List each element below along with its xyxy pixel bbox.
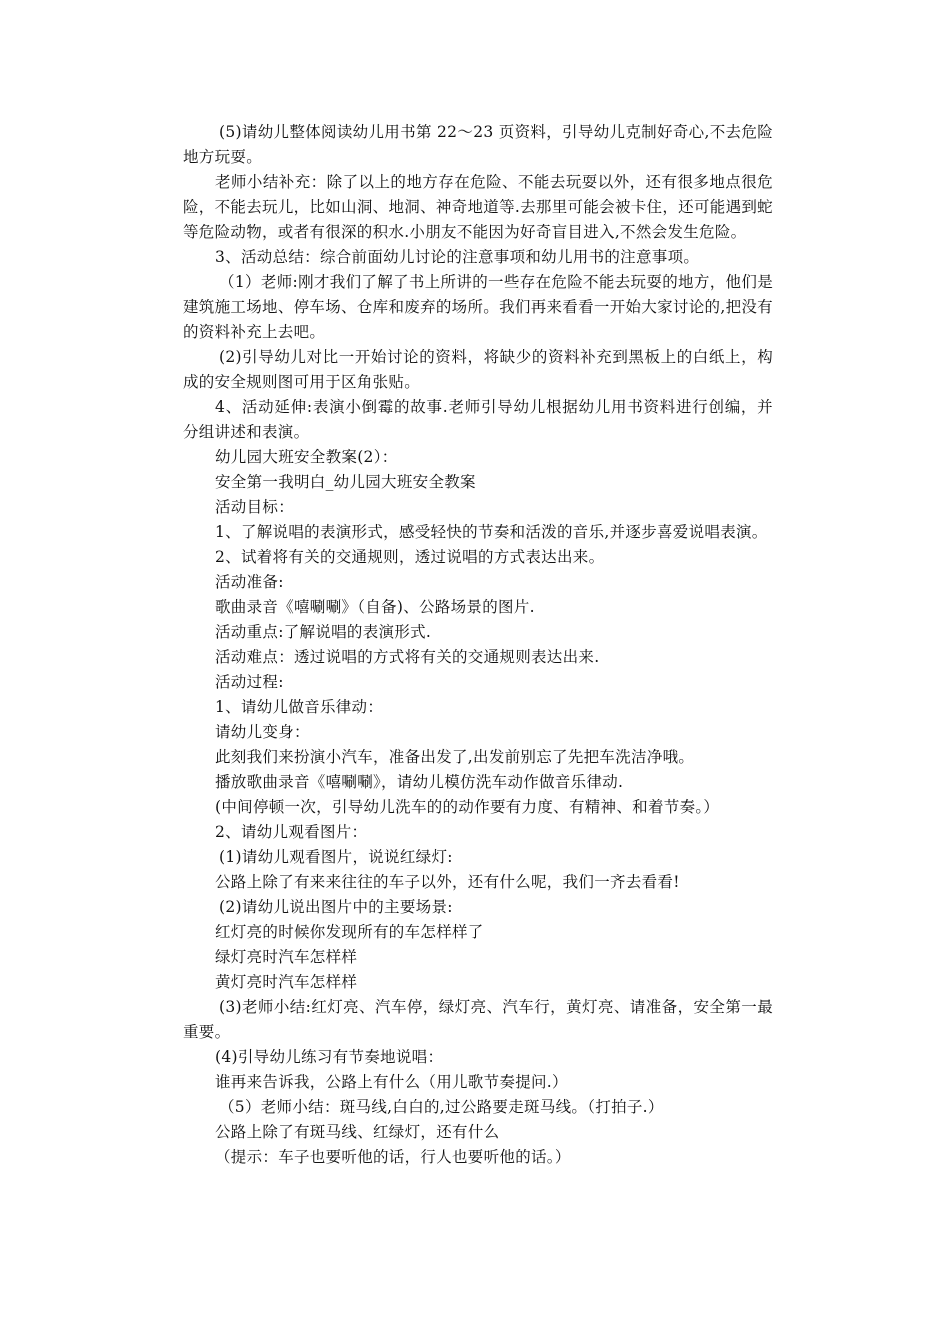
paragraph: 2、试着将有关的交通规则，透过说唱的方式表达出来。 [215, 548, 605, 566]
paragraph: 绿灯亮时汽车怎样样 [215, 948, 358, 966]
paragraph: (中间停顿一次，引导幼儿洗车的的动作要有力度、有精神、和着节奏。） [215, 798, 720, 816]
paragraph: (1)请幼儿观看图片，说说红绿灯: [219, 848, 453, 866]
paragraph: 活动重点:了解说唱的表演形式. [215, 623, 432, 641]
paragraph: 谁再来告诉我，公路上有什么（用儿歌节奏提问.） [215, 1073, 568, 1091]
paragraph: 1、请幼儿做音乐律动： [215, 698, 384, 716]
document-body [183, 120, 773, 1170]
paragraph: 公路上除了有来来往往的车子以外，还有什么呢，我们一齐去看看! [215, 873, 680, 891]
paragraph: 2、请幼儿观看图片： [215, 823, 368, 841]
paragraph: 活动准备: [215, 573, 284, 591]
paragraph: 播放歌曲录音《嘻唰唰》，请幼儿模仿洗车动作做音乐律动. [215, 773, 624, 791]
paragraph: 幼儿园大班安全教案(2）： [215, 448, 398, 466]
paragraph: 活动过程: [215, 673, 284, 691]
paragraph: 活动目标： [215, 498, 295, 516]
paragraph: 此刻我们来扮演小汽车，准备出发了,出发前别忘了先把车洗洁净哦。 [215, 748, 695, 766]
paragraph: 老师小结补充：除了以上的地方存在危险、不能去玩耍以外，还有很多地点很危险，不能去玩儿，比如山洞、地洞、神奇地道等.去那里可能会被卡住，还可能遇到蛇等危险动物，或者有很深的积水.小朋友不能因为好奇盲目进入,不然会发生危险。 [183, 173, 773, 241]
paragraph: (4)引导幼儿练习有节奏地说唱： [215, 1048, 444, 1066]
paragraph: 歌曲录音《嘻唰唰》（自备)、公路场景的图片. [215, 598, 535, 616]
paragraph: 公路上除了有斑马线、红绿灯，还有什么 [215, 1123, 500, 1141]
paragraph: 4、活动延伸:表演小倒霉的故事.老师引导幼儿根据幼儿用书资料进行创编，并分组讲述和表演。 [183, 398, 773, 441]
paragraph: 安全第一我明白_幼儿园大班安全教案 [215, 473, 476, 491]
paragraph: 3、活动总结：综合前面幼儿讨论的注意事项和幼儿用书的注意事项。 [215, 248, 700, 266]
paragraph: 黄灯亮时汽车怎样样 [215, 973, 358, 991]
paragraph: 活动难点：透过说唱的方式将有关的交通规则表达出来. [215, 648, 600, 666]
paragraph: (5)请幼儿整体阅读幼儿用书第 22～23 页资料，引导幼儿克制好奇心,不去危险地方玩耍。 [183, 123, 773, 166]
paragraph: （1）老师:刚才我们了解了书上所讲的一些存在危险不能去玩耍的地方，他们是建筑施工场地、停车场、仓库和废弃的场所。我们再来看看一开始大家讨论的,把没有的资料补充上去吧。 [183, 273, 773, 341]
paragraph: 请幼儿变身： [215, 723, 310, 741]
paragraph: (2)请幼儿说出图片中的主要场景: [219, 898, 453, 916]
paragraph: （提示：车子也要听他的话，行人也要听他的话。） [215, 1148, 571, 1166]
paragraph: （5）老师小结：斑马线,白白的,过公路要走斑马线。（打拍子.） [219, 1098, 664, 1116]
paragraph: (2)引导幼儿对比一开始讨论的资料，将缺少的资料补充到黑板上的白纸上，构成的安全规则图可用于区角张贴。 [183, 348, 773, 391]
paragraph: (3)老师小结:红灯亮、汽车停，绿灯亮、汽车行，黄灯亮、请准备，安全第一最重要。 [183, 998, 773, 1041]
paragraph: 红灯亮的时候你发现所有的车怎样样了 [215, 923, 484, 941]
paragraph: 1、了解说唱的表演形式，感受轻快的节奏和活泼的音乐,并逐步喜爱说唱表演。 [215, 523, 768, 541]
